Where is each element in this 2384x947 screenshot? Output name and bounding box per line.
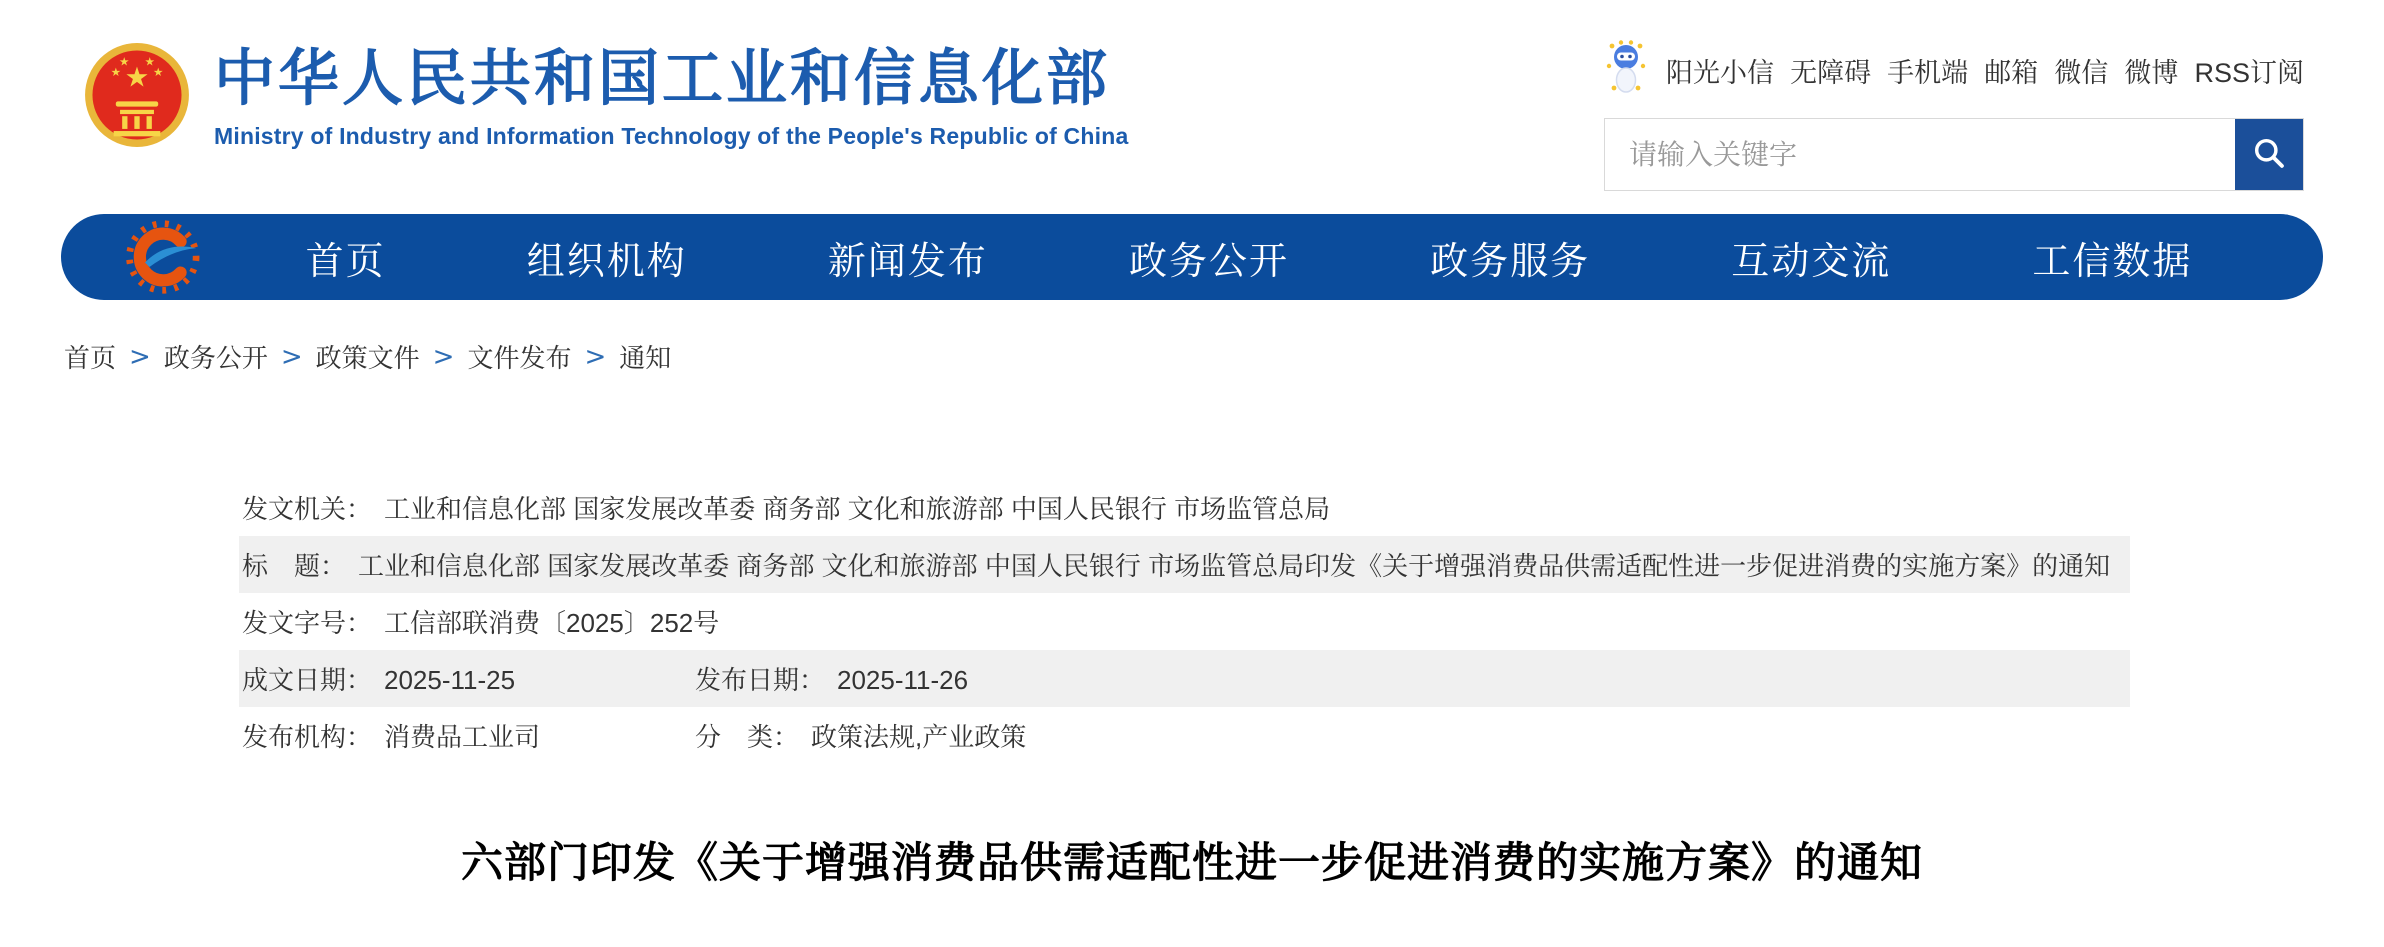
meta-cell <box>239 650 692 707</box>
breadcrumb-item <box>619 338 671 375</box>
breadcrumb-link[interactable]: 首页 <box>64 343 117 373</box>
meta-value: 工业和信息化部 国家发展改革委 商务部 文化和旅游部 中国人民银行 市场监管总局 <box>384 494 1331 524</box>
svg-text:★: ★ <box>152 65 164 79</box>
search-icon <box>2251 135 2287 174</box>
nav-item[interactable]: 政务公开 <box>1128 240 1289 283</box>
meta-value: 政策法规,产业政策 <box>811 722 1027 752</box>
svg-text:★: ★ <box>110 65 122 79</box>
nav-item[interactable]: 首页 <box>305 240 386 283</box>
meta-value: 2025-11-25 <box>384 665 516 695</box>
nav-item[interactable]: 互动交流 <box>1731 240 1892 283</box>
breadcrumb-link[interactable]: 文件发布 <box>467 343 572 373</box>
meta-row <box>239 593 2130 650</box>
meta-label: 分 类： <box>695 722 800 752</box>
meta-cells <box>239 479 2130 536</box>
quick-link[interactable]: 无障碍 <box>1790 57 1872 88</box>
meta-value: 工信部联消费〔2025〕252号 <box>384 608 720 638</box>
breadcrumb-separator-icon: > <box>584 341 607 372</box>
site-subtitle: Ministry of Industry and Information Technology of the People's Republic of China <box>214 122 1129 149</box>
meta-row <box>239 536 2130 593</box>
quick-links <box>1604 42 2304 98</box>
breadcrumb-item <box>164 338 316 375</box>
search-bar <box>1604 118 2304 191</box>
search-button[interactable] <box>2235 119 2303 190</box>
site-logo-link[interactable] <box>84 42 1128 153</box>
national-emblem-icon <box>84 42 190 153</box>
nav-item[interactable]: 新闻发布 <box>827 240 988 283</box>
quick-link[interactable]: 手机端 <box>1887 57 1969 88</box>
meta-value: 2025-11-26 <box>837 665 969 695</box>
meta-cell <box>239 593 719 650</box>
breadcrumb-separator-icon: > <box>129 341 151 372</box>
site-title: 中华人民共和国工业和信息化部 <box>214 44 1111 113</box>
miit-gear-logo-icon <box>125 217 205 297</box>
breadcrumb-separator-icon: > <box>280 341 303 372</box>
meta-label: 发文字号： <box>242 608 373 638</box>
meta-cells <box>239 593 2130 650</box>
breadcrumb-separator-icon: > <box>432 341 455 372</box>
svg-text:★: ★ <box>144 55 155 69</box>
nav-items <box>235 230 2263 285</box>
search-input[interactable] <box>1605 119 2235 190</box>
meta-cell <box>239 536 2110 593</box>
meta-cell <box>239 707 692 764</box>
breadcrumb-link[interactable]: 通知 <box>619 343 672 373</box>
meta-row <box>239 479 2130 536</box>
meta-cells <box>239 536 2130 593</box>
meta-cell <box>692 650 968 707</box>
nav-item[interactable]: 工信数据 <box>2032 240 2193 283</box>
document-meta-table <box>239 479 2130 764</box>
nav-item[interactable]: 政务服务 <box>1430 240 1591 283</box>
breadcrumb-item <box>64 338 164 375</box>
article-title: 六部门印发《关于增强消费品供需适配性进一步促进消费的实施方案》的通知 <box>460 839 1923 886</box>
meta-cell <box>692 707 1026 764</box>
meta-value: 消费品工业司 <box>384 722 541 752</box>
quick-link[interactable]: RSS订阅 <box>2194 57 2304 88</box>
breadcrumb-link[interactable]: 政务公开 <box>163 343 268 373</box>
meta-value: 工业和信息化部 国家发展改革委 商务部 文化和旅游部 中国人民银行 市场监管总局印发《关于增强消费品供需适配性进一步促进消费的实施方案》的通知 <box>358 551 2111 581</box>
quick-link[interactable]: 微博 <box>2124 57 2179 88</box>
breadcrumb-item <box>316 338 468 375</box>
meta-row <box>239 707 2130 764</box>
nav-item[interactable]: 组织机构 <box>526 240 687 283</box>
breadcrumb-link[interactable]: 政策文件 <box>315 343 420 373</box>
header-right <box>1604 42 2304 191</box>
meta-cells <box>239 650 2130 707</box>
quick-link[interactable]: 邮箱 <box>1984 57 2039 88</box>
meta-label: 成文日期： <box>242 665 373 695</box>
quick-link[interactable]: 微信 <box>2054 57 2109 88</box>
brand-text <box>214 45 1128 149</box>
meta-row <box>239 650 2130 707</box>
header <box>0 0 2384 214</box>
meta-label: 标 题： <box>242 551 347 581</box>
quick-link-list <box>1666 51 2304 90</box>
breadcrumb-item <box>467 338 619 375</box>
meta-label: 发布日期： <box>695 665 826 695</box>
meta-cells <box>239 707 2130 764</box>
meta-label: 发布机构： <box>242 722 373 752</box>
breadcrumb <box>64 338 2384 375</box>
quick-link[interactable]: 阳光小信 <box>1666 57 1774 88</box>
meta-cell <box>239 479 1330 536</box>
svg-text:★: ★ <box>124 61 150 93</box>
sunshine-robot-icon[interactable] <box>1604 40 1648 101</box>
svg-text:★: ★ <box>119 55 130 69</box>
meta-label: 发文机关： <box>242 494 373 524</box>
main-nav <box>61 214 2323 300</box>
